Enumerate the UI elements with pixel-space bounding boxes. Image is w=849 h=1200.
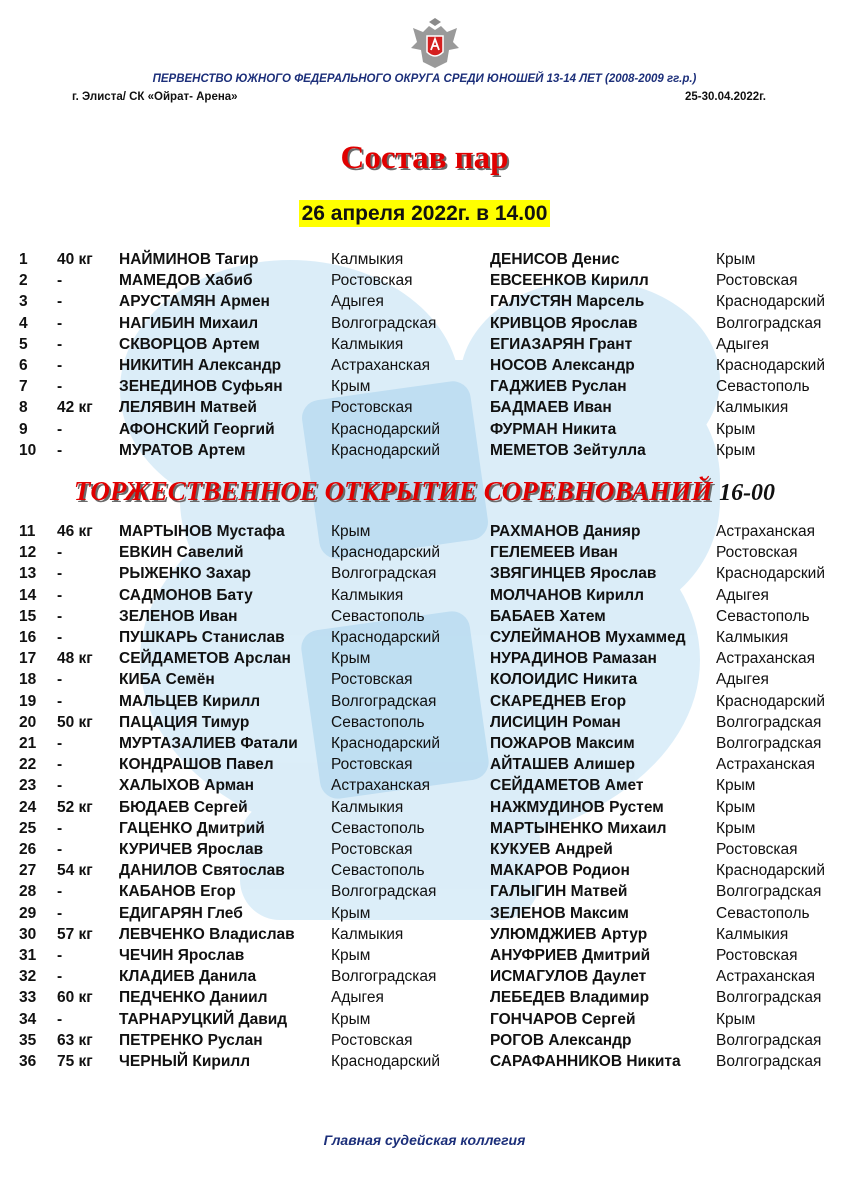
weight-class: - (57, 441, 63, 459)
bout-number: 20 (19, 713, 37, 731)
blue-corner-region: Ростовская (716, 841, 798, 858)
blue-corner-region: Крым (716, 1010, 756, 1028)
red-corner-region: Краснодарский (331, 544, 440, 562)
blue-corner-name: ЗВЯГИНЦЕВ Ярослав (490, 565, 657, 583)
bout-number: 7 (19, 378, 28, 396)
red-corner-name: МУРТАЗАЛИЕВ Фатали (119, 735, 298, 752)
opening-ceremony-banner (0, 474, 849, 510)
weight-class: - (57, 1010, 63, 1028)
red-corner-name: ЛЕЛЯВИН Матвей (119, 399, 257, 417)
blue-corner-name: АНУФРИЕВ Дмитрий (490, 947, 651, 964)
blue-corner-name: ГОНЧАРОВ Сергей (490, 1010, 636, 1028)
red-corner-name: ДАНИЛОВ Святослав (119, 862, 285, 880)
weight-class: - (57, 968, 63, 986)
red-corner-name: ТАРНАРУЦКИЙ Давид (119, 1010, 288, 1028)
weight-class: 50 кг (57, 713, 93, 731)
table-row (0, 355, 849, 376)
red-corner-name: МУРАТОВ Артем (119, 441, 246, 459)
blue-corner-name: ЕГИАЗАРЯН Грант (490, 335, 633, 353)
bout-number: 30 (19, 925, 37, 943)
bout-number: 23 (19, 777, 37, 795)
federation-emblem-icon (407, 18, 463, 70)
blue-corner-name: ИСМАГУЛОВ Даулет (490, 968, 647, 986)
table-row (0, 712, 849, 733)
bout-number: 10 (19, 441, 37, 459)
weight-class: - (57, 904, 63, 922)
red-corner-name: ЛЕВЧЕНКО Владислав (119, 925, 295, 943)
red-corner-region: Ростовская (331, 399, 413, 417)
bout-number: 25 (19, 819, 37, 837)
table-row (0, 521, 849, 542)
red-corner-region: Волгоградская (331, 968, 437, 986)
blue-corner-region: Ростовская (716, 947, 798, 964)
bout-number: 1 (19, 251, 28, 268)
weight-class: 57 кг (57, 925, 93, 943)
red-corner-name: НИКИТИН Александр (119, 357, 282, 374)
blue-corner-region: Волгоградская (716, 883, 822, 901)
blue-corner-name: НОСОВ Александр (490, 357, 635, 374)
weight-class: - (57, 735, 63, 752)
table-row (0, 754, 849, 775)
red-corner-region: Крым (331, 1010, 371, 1028)
weight-class: - (57, 629, 63, 646)
bout-number: 26 (19, 841, 37, 858)
weight-class: - (57, 947, 63, 964)
opening-ceremony-text: ТОРЖЕСТВЕННОЕ ОТКРЫТИЕ СОРЕВНОВАНИЙ (73, 476, 713, 506)
blue-corner-name: НАЖМУДИНОВ Рустем (490, 798, 664, 816)
red-corner-name: МАРТЫНОВ Мустафа (119, 523, 285, 540)
red-corner-region: Волгоградская (331, 692, 437, 710)
weight-class: 60 кг (57, 989, 93, 1007)
red-corner-name: РЫЖЕНКО Захар (119, 565, 251, 583)
red-corner-region: Севастополь (331, 607, 425, 625)
red-corner-name: ПУШКАРЬ Станислав (119, 629, 285, 646)
blue-corner-region: Астраханская (716, 650, 816, 668)
red-corner-region: Волгоградская (331, 314, 437, 332)
blue-corner-region: Калмыкия (716, 925, 789, 943)
blue-corner-region: Астраханская (716, 756, 816, 774)
blue-corner-region: Крым (716, 777, 756, 795)
red-corner-region: Ростовская (331, 671, 413, 689)
blue-corner-name: ЛЕБЕДЕВ Владимир (490, 989, 650, 1007)
blue-corner-name: ГАДЖИЕВ Руслан (490, 378, 627, 396)
weight-class: 46 кг (57, 523, 93, 540)
table-row (0, 542, 849, 563)
red-corner-region: Крым (331, 378, 371, 396)
red-corner-name: ЗЕЛЕНОВ Иван (119, 607, 238, 625)
blue-corner-name: КРИВЦОВ Ярослав (490, 314, 638, 332)
red-corner-name: БЮДАЕВ Сергей (119, 798, 248, 816)
blue-corner-region: Адыгея (716, 335, 769, 353)
table-row (0, 881, 849, 902)
table-row (0, 313, 849, 334)
table-row (0, 966, 849, 987)
red-corner-name: ЗЕНЕДИНОВ Суфьян (119, 378, 283, 396)
red-corner-region: Адыгея (331, 293, 384, 311)
table-row (0, 903, 849, 924)
red-corner-region: Калмыкия (331, 335, 404, 353)
blue-corner-region: Крым (716, 819, 756, 837)
red-corner-region: Ростовская (331, 272, 413, 290)
table-row (0, 419, 849, 440)
table-row (0, 775, 849, 796)
table-row (0, 669, 849, 690)
bout-number: 28 (19, 883, 37, 901)
table-row (0, 1051, 849, 1072)
page-title: Состав пар (340, 140, 509, 176)
red-corner-region: Крым (331, 523, 371, 540)
red-corner-name: ХАЛЫХОВ Арман (119, 777, 254, 795)
blue-corner-name: ЛИСИЦИН Роман (490, 713, 621, 731)
bout-number: 29 (19, 904, 37, 922)
blue-corner-name: СКАРЕДНЕВ Егор (490, 692, 627, 710)
blue-corner-name: ГАЛУСТЯН Марсель (490, 293, 645, 311)
blue-corner-name: СЕЙДАМЕТОВ Амет (490, 777, 644, 795)
blue-corner-region: Волгоградская (716, 314, 822, 332)
bout-number: 24 (19, 798, 37, 816)
red-corner-name: ГАЦЕНКО Дмитрий (119, 819, 265, 837)
red-corner-region: Краснодарский (331, 629, 440, 646)
venue-city: г. Элиста/ СК «Ойрат- Арена» (72, 91, 238, 103)
table-row (0, 334, 849, 355)
blue-corner-name: ДЕНИСОВ Денис (490, 251, 620, 268)
weight-class: - (57, 357, 63, 374)
table-row (0, 860, 849, 881)
blue-corner-name: ГЕЛЕМЕЕВ Иван (490, 544, 618, 562)
weight-class: - (57, 841, 63, 858)
blue-corner-region: Адыгея (716, 671, 769, 689)
bout-number: 9 (19, 420, 28, 438)
red-corner-name: АРУСТАМЯН Армен (119, 293, 270, 311)
red-corner-name: КУРИЧЕВ Ярослав (119, 841, 264, 858)
bout-number: 3 (19, 293, 28, 311)
bout-number: 32 (19, 968, 37, 986)
bout-number: 35 (19, 1031, 37, 1049)
red-corner-region: Краснодарский (331, 1053, 440, 1070)
bout-number: 14 (19, 586, 37, 604)
red-corner-name: АФОНСКИЙ Георгий (119, 420, 275, 438)
table-row (0, 733, 849, 754)
blue-corner-region: Крым (716, 441, 756, 459)
weight-class: - (57, 756, 63, 774)
event-dates: 25-30.04.2022г. (684, 91, 766, 103)
red-corner-region: Калмыкия (331, 798, 404, 816)
footer-signature: Главная судейская коллегия (323, 1132, 526, 1148)
championship-title: ПЕРВЕНСТВО ЮЖНОГО ФЕДЕРАЛЬНОГО ОКРУГА СРЕДИ ЮНОШЕЙ 13-14 ЛЕТ (2008-2009 гг.р.) (152, 73, 697, 85)
bout-number: 31 (19, 947, 37, 964)
weight-class: - (57, 293, 63, 311)
red-corner-name: ПЕТРЕНКО Руслан (119, 1031, 263, 1049)
weight-class: - (57, 819, 63, 837)
red-corner-name: КИБА Семён (119, 671, 215, 689)
red-corner-name: МАЛЬЦЕВ Кирилл (119, 692, 261, 710)
weight-class: - (57, 314, 63, 332)
weight-class: - (57, 335, 63, 353)
blue-corner-region: Севастополь (716, 904, 810, 922)
bout-number: 18 (19, 671, 37, 689)
bout-number: 27 (19, 862, 37, 880)
blue-corner-region: Краснодарский (716, 565, 825, 583)
red-corner-region: Калмыкия (331, 925, 404, 943)
table-row (0, 945, 849, 966)
red-corner-name: СЕЙДАМЕТОВ Арслан (119, 650, 291, 668)
bout-number: 2 (19, 272, 28, 290)
red-corner-name: ПЕДЧЕНКО Даниил (119, 989, 268, 1007)
red-corner-name: ЧЕРНЫЙ Кирилл (119, 1053, 251, 1070)
table-row (0, 818, 849, 839)
red-corner-region: Астраханская (331, 777, 431, 795)
blue-corner-name: МАРТЫНЕНКО Михаил (490, 819, 667, 837)
bout-number: 4 (19, 314, 28, 332)
table-row (0, 585, 849, 606)
blue-corner-name: ФУРМАН Никита (490, 420, 617, 438)
table-row (0, 627, 849, 648)
blue-corner-name: РОГОВ Александр (490, 1031, 632, 1049)
blue-corner-region: Калмыкия (716, 399, 789, 417)
red-corner-region: Краснодарский (331, 735, 440, 752)
red-corner-name: КОНДРАШОВ Павел (119, 756, 274, 774)
red-corner-region: Ростовская (331, 1031, 413, 1049)
red-corner-name: КАБАНОВ Егор (119, 883, 236, 901)
table-row (0, 397, 849, 418)
weight-class: - (57, 420, 63, 438)
weight-class: - (57, 272, 63, 290)
blue-corner-region: Крым (716, 251, 756, 268)
blue-corner-region: Ростовская (716, 272, 798, 290)
blue-corner-name: КУКУЕВ Андрей (490, 841, 613, 858)
red-corner-region: Ростовская (331, 756, 413, 774)
opening-ceremony-time: 16-00 (719, 480, 776, 506)
red-corner-region: Волгоградская (331, 565, 437, 583)
blue-corner-name: СУЛЕЙМАНОВ Мухаммед (490, 629, 686, 646)
blue-corner-region: Волгоградская (716, 1053, 822, 1070)
red-corner-name: ЕДИГАРЯН Глеб (119, 904, 243, 922)
table-row (0, 1030, 849, 1051)
blue-corner-name: БАДМАЕВ Иван (490, 399, 612, 417)
red-corner-name: НАГИБИН Михаил (119, 314, 259, 332)
bout-number: 36 (19, 1053, 37, 1070)
table-row (0, 606, 849, 627)
table-row (0, 987, 849, 1008)
table-row (0, 797, 849, 818)
blue-corner-name: КОЛОИДИС Никита (490, 671, 638, 689)
bout-number: 22 (19, 756, 37, 774)
blue-corner-name: ПОЖАРОВ Максим (490, 735, 635, 752)
weight-class: 42 кг (57, 399, 93, 417)
blue-corner-region: Адыгея (716, 586, 769, 604)
red-corner-region: Калмыкия (331, 586, 404, 604)
weight-class: - (57, 586, 63, 604)
table-row (0, 691, 849, 712)
blue-corner-name: САРАФАННИКОВ Никита (490, 1053, 681, 1070)
red-corner-name: КЛАДИЕВ Данила (119, 968, 257, 986)
weight-class: 48 кг (57, 650, 93, 668)
table-row (0, 839, 849, 860)
blue-corner-name: МЕМЕТОВ Зейтулла (490, 441, 646, 459)
blue-corner-name: МАКАРОВ Родион (490, 862, 630, 880)
red-corner-region: Адыгея (331, 989, 384, 1007)
blue-corner-name: ГАЛЫГИН Матвей (490, 883, 628, 901)
table-row (0, 270, 849, 291)
table-row (0, 1009, 849, 1030)
red-corner-region: Крым (331, 650, 371, 668)
bout-number: 19 (19, 692, 37, 710)
red-corner-name: ПАЦАЦИЯ Тимур (119, 713, 250, 731)
weight-class: 63 кг (57, 1031, 93, 1049)
session-date: 26 апреля 2022г. в 14.00 (299, 200, 551, 227)
bout-number: 17 (19, 650, 37, 668)
weight-class: - (57, 544, 63, 562)
blue-corner-region: Крым (716, 420, 756, 438)
bout-number: 33 (19, 989, 37, 1007)
red-corner-region: Севастополь (331, 862, 425, 880)
table-row (0, 440, 849, 461)
red-corner-name: МАМЕДОВ Хабиб (119, 272, 253, 290)
blue-corner-name: МОЛЧАНОВ Кирилл (490, 586, 644, 604)
table-row (0, 249, 849, 270)
weight-class: 40 кг (57, 251, 93, 268)
blue-corner-name: АЙТАШЕВ Алишер (490, 756, 636, 774)
red-corner-region: Крым (331, 904, 371, 922)
bout-number: 13 (19, 565, 37, 583)
bout-number: 21 (19, 735, 37, 752)
blue-corner-region: Краснодарский (716, 862, 825, 880)
blue-corner-name: ЕВСЕЕНКОВ Кирилл (490, 272, 649, 290)
weight-class: - (57, 607, 63, 625)
blue-corner-name: РАХМАНОВ Данияр (490, 523, 641, 540)
weight-class: 52 кг (57, 798, 93, 816)
bout-number: 12 (19, 544, 37, 562)
red-corner-name: ЕВКИН Савелий (119, 544, 244, 562)
bout-number: 15 (19, 607, 37, 625)
bout-number: 11 (19, 523, 36, 540)
blue-corner-region: Крым (716, 798, 756, 816)
bout-number: 34 (19, 1010, 37, 1028)
table-row (0, 563, 849, 584)
red-corner-region: Астраханская (331, 357, 431, 374)
red-corner-region: Севастополь (331, 819, 425, 837)
blue-corner-region: Волгоградская (716, 713, 822, 731)
red-corner-region: Краснодарский (331, 420, 440, 438)
blue-corner-region: Севастополь (716, 607, 810, 625)
blue-corner-region: Астраханская (716, 523, 816, 540)
red-corner-region: Калмыкия (331, 251, 404, 268)
blue-corner-region: Краснодарский (716, 293, 825, 311)
red-corner-region: Волгоградская (331, 883, 437, 901)
weight-class: - (57, 692, 63, 710)
table-row (0, 376, 849, 397)
blue-corner-region: Астраханская (716, 968, 816, 986)
blue-corner-name: НУРАДИНОВ Рамазан (490, 650, 657, 668)
table-row (0, 648, 849, 669)
blue-corner-region: Краснодарский (716, 692, 825, 710)
blue-corner-region: Краснодарский (716, 357, 825, 374)
red-corner-region: Краснодарский (331, 441, 440, 459)
red-corner-name: СКВОРЦОВ Артем (119, 335, 260, 353)
bout-number: 16 (19, 629, 37, 646)
blue-corner-region: Волгоградская (716, 735, 822, 752)
session-date-block (0, 200, 849, 227)
blue-corner-name: ЗЕЛЕНОВ Максим (490, 904, 629, 922)
blue-corner-region: Волгоградская (716, 989, 822, 1007)
weight-class: 54 кг (57, 862, 93, 880)
table-row (0, 924, 849, 945)
red-corner-region: Ростовская (331, 841, 413, 858)
weight-class: 75 кг (57, 1053, 93, 1070)
bout-number: 6 (19, 357, 28, 374)
bout-number: 5 (19, 335, 28, 353)
weight-class: - (57, 777, 63, 795)
blue-corner-name: УЛЮМДЖИЕВ Артур (490, 925, 648, 943)
bout-number: 8 (19, 399, 28, 417)
weight-class: - (57, 671, 63, 689)
red-corner-name: НАЙМИНОВ Тагир (119, 251, 259, 268)
weight-class: - (57, 883, 63, 901)
blue-corner-name: БАБАЕВ Хатем (490, 607, 606, 625)
blue-corner-region: Севастополь (716, 378, 810, 396)
blue-corner-region: Калмыкия (716, 629, 789, 646)
weight-class: - (57, 378, 63, 396)
red-corner-name: ЧЕЧИН Ярослав (119, 947, 245, 964)
weight-class: - (57, 565, 63, 583)
table-row (0, 291, 849, 312)
blue-corner-region: Ростовская (716, 544, 798, 562)
red-corner-region: Севастополь (331, 713, 425, 731)
red-corner-region: Крым (331, 947, 371, 964)
red-corner-name: САДМОНОВ Бату (119, 586, 253, 604)
blue-corner-region: Волгоградская (716, 1031, 822, 1049)
